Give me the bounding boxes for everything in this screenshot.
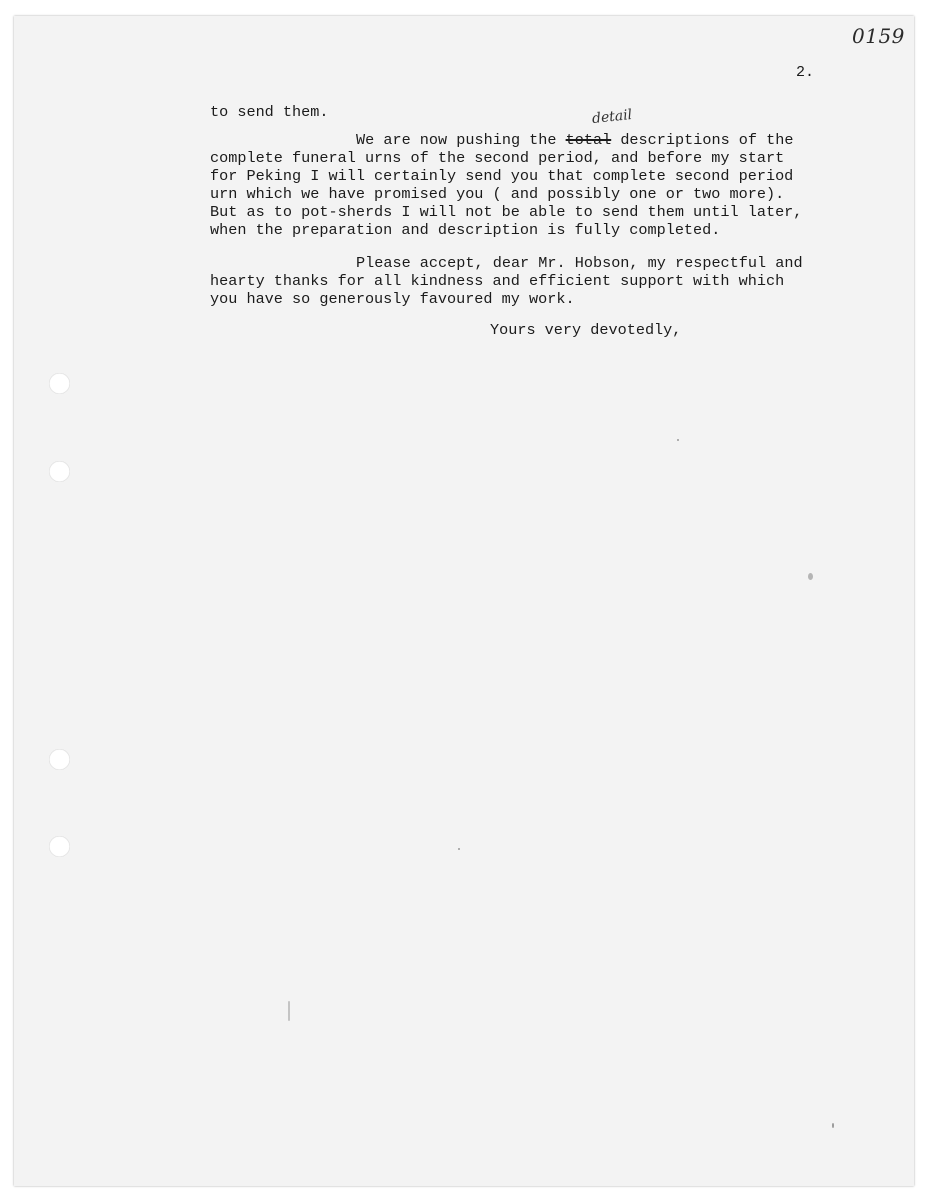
paragraph-1-line: for Peking I will certainly send you that complete second period: [210, 167, 794, 185]
paragraph-2-line: hearty thanks for all kindness and efficient support with which: [210, 272, 785, 290]
paragraph-1-line: urn which we have promised you ( and possibly one or two more).: [210, 185, 785, 203]
paper-speck: [808, 573, 813, 580]
p1-text-after: descriptions of the: [611, 131, 794, 149]
paragraph-1-line: complete funeral urns of the second period, and before my start: [210, 149, 785, 167]
paper-speck: [832, 1123, 834, 1128]
p1-text-before: We are now pushing the: [356, 131, 566, 149]
punch-hole: [49, 749, 70, 770]
closing-salutation: Yours very devotedly,: [490, 321, 682, 339]
punch-hole: [49, 373, 70, 394]
handwritten-insertion: detail: [591, 106, 633, 128]
paper-mark: [288, 1001, 290, 1021]
paragraph-1-line: But as to pot-sherds I will not be able to send them until later,: [210, 203, 803, 221]
paragraph-1-first-line: [210, 132, 793, 150]
archive-number: 0159: [852, 24, 905, 48]
paragraph-1-line: when the preparation and description is fully completed.: [210, 221, 721, 239]
struck-word: total: [565, 131, 612, 149]
punch-hole: [49, 836, 70, 857]
paper-speck: [458, 848, 460, 850]
paragraph-2-line: you have so generously favoured my work.: [210, 290, 575, 308]
opening-line: to send them.: [210, 103, 329, 121]
paragraph-2-first-line: Please accept, dear Mr. Hobson, my respectful and: [356, 254, 803, 272]
letter-page: [14, 16, 914, 1186]
punch-hole: [49, 461, 70, 482]
paper-speck: [677, 439, 679, 441]
page-number: 2.: [796, 64, 815, 81]
